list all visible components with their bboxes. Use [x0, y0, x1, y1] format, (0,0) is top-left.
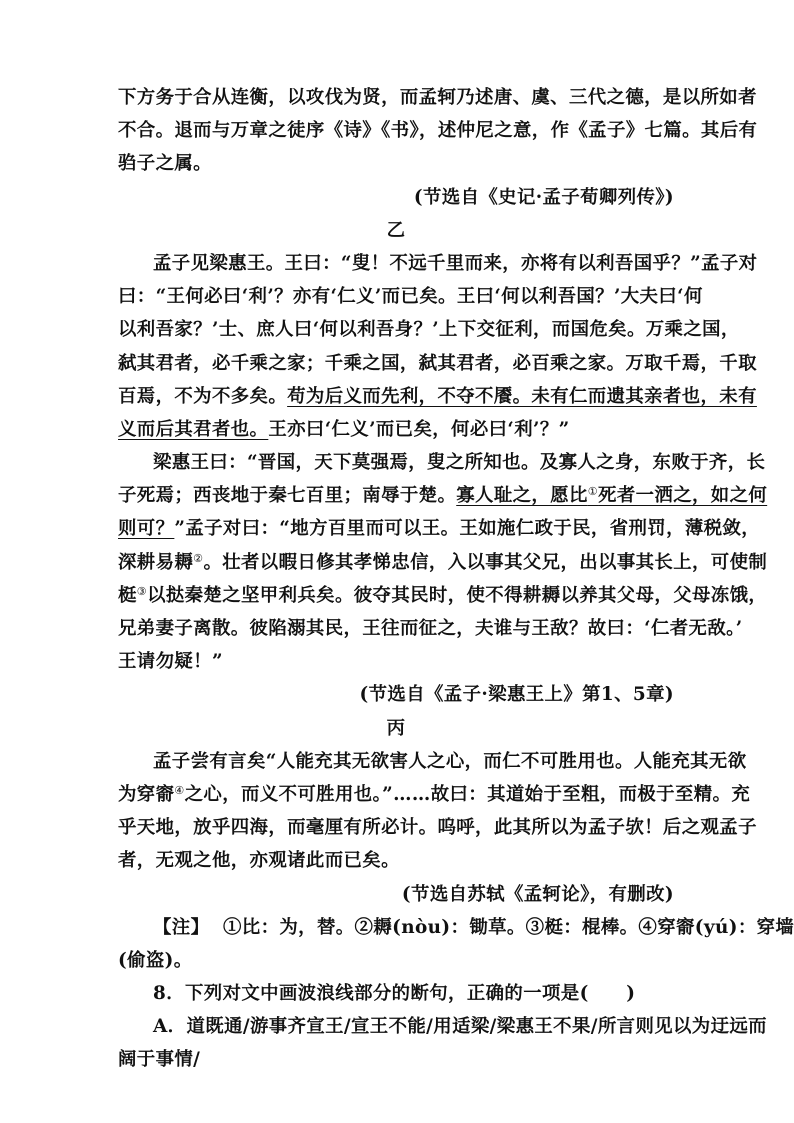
note-marker-4: ④ [174, 783, 185, 797]
text-part: 梃 [118, 584, 137, 606]
yi-p2-line-1: 梁惠王曰：“晋国，天下莫强焉，叟之所知也。及寡人之身，东败于齐，长 [153, 452, 766, 474]
yi-source: (节选自《孟子·梁惠王上》第1、5章) [359, 684, 674, 706]
yi-p2-line-2 [118, 479, 768, 512]
yi-p1-line-1: 孟子见梁惠王。王曰：“叟！不远千里而来，亦将有以利吾国乎？”孟子对 [153, 252, 758, 274]
jia-line-1: 下方务于合从连衡，以攻伐为贤，而孟轲乃述唐、虞、三代之德，是以所如者 [118, 87, 757, 108]
yi-p2-line-4 [118, 546, 768, 579]
underlined-sentence [456, 485, 767, 506]
bing-source: (节选自苏轼《孟轲论》，有删改) [401, 883, 674, 905]
underlined-sentence: 苟为后义而先利，不夺不餍。未有仁而遗其亲者也，未有 [287, 385, 757, 407]
notes-line-2: (偷盗)。 [118, 949, 193, 971]
yi-p2-line-2-text: 子死焉；西丧地于秦七百里；南辱于楚。 [118, 485, 457, 507]
section-title-bing: 丙 [386, 717, 406, 739]
yi-p2-line-5 [118, 579, 768, 612]
yi-p1-line-6 [118, 413, 674, 446]
option-a-line-1: A．道既通/游事齐宣王/宣王不能/用适梁/梁惠王不果/所言则见以为迂远而 [153, 1016, 767, 1038]
document-page [118, 81, 794, 1077]
bing-line-1: 孟子尝有言矣“人能充其无欲害人之心，而仁不可胜用也。人能充其无欲 [153, 750, 747, 772]
jia-source: (节选自《史记·孟子荀卿列传》) [413, 186, 674, 208]
text-part: 深耕易耨 [118, 551, 194, 573]
yi-p1-line-6-text: 王亦曰‘仁义’而已矣，何必曰‘利’？” [268, 418, 570, 440]
underlined-sentence: 义而后其君者也。 [118, 418, 269, 440]
notes-text: ①比：为，替。②耨(nòu)：锄草。③梃：棍棒。④穿窬(yú)：穿墙 [222, 916, 794, 938]
bing-line-4: 者，无观之他，亦观诸此而已矣。 [118, 850, 400, 872]
yi-paragraph-1 [118, 247, 758, 446]
yi-p2-line-7: 王请勿疑！” [118, 651, 223, 673]
underlined-part: 寡人耻之，愿比 [456, 485, 588, 507]
jia-line-2: 不合。退而与万章之徒序《诗》《书》，述仲尼之意，作《孟子》七篇。其后有 [118, 120, 758, 142]
question-stem: 8．下列对文中画波浪线部分的断句，正确的一项是( ) [153, 983, 636, 1005]
note-marker-3: ③ [136, 584, 148, 598]
bing-line-2 [118, 778, 751, 811]
section-title-yi: 乙 [386, 219, 406, 241]
yi-paragraph-2 [118, 446, 768, 678]
yi-p1-line-3: 以利吾家？’士、庶人曰‘何以利吾身？’上下交征利，而国危矣。万乘之国， [118, 319, 740, 341]
bing-paragraph [118, 745, 757, 878]
yi-p1-line-4: 弑其君者，必千乘之家；千乘之国，弑其君者，必百乘之家。万取千焉，千取 [118, 352, 757, 374]
underlined-part: 死者一洒之，如之何 [598, 485, 768, 507]
yi-p1-line-5 [118, 380, 757, 413]
jia-line-3: 驺子之属。 [118, 153, 212, 175]
note-marker-1: ① [587, 485, 599, 499]
yi-p2-line-3-text: ”孟子对曰：“地方百里而可以王。王如施仁政于民，省刑罚，薄税敛， [174, 518, 761, 540]
option-a-line-2: 阔于事情/ [118, 1049, 201, 1071]
notes-label: 【注】 [153, 916, 210, 938]
yi-p1-line-2: 曰：“王何必曰‘利’？亦有‘仁义’而已矣。王曰‘何以利吾国？’大夫曰‘何 [118, 286, 703, 308]
yi-p1-line-5-text: 百焉，不为不多矣。 [118, 385, 288, 407]
bing-line-3: 乎天地，放乎四海，而毫厘有所必计。呜呼，此其所以为孟子欤！后之观孟子 [118, 817, 757, 839]
underlined-sentence: 则可？ [118, 518, 175, 540]
note-marker-2: ② [193, 551, 204, 565]
yi-p2-line-6: 兄弟妻子离散。彼陷溺其民，王往而征之，夫谁与王敌？故曰：‘仁者无敌。’ [118, 618, 743, 639]
text-part: 之心，而义不可胜用也。”……故曰：其道始于至粗，而极于至精。充 [184, 783, 751, 805]
notes-line-1 [118, 911, 794, 944]
yi-p2-line-3 [118, 512, 761, 545]
text-part: 。壮者以暇日修其孝悌忠信，入以事其父兄，出以事其长上，可使制 [203, 551, 768, 573]
text-part: 以挞秦楚之坚甲利兵矣。彼夺其民时，使不得耕耨以养其父母，父母冻饿， [147, 584, 768, 606]
text-part: 为穿窬 [118, 783, 175, 805]
